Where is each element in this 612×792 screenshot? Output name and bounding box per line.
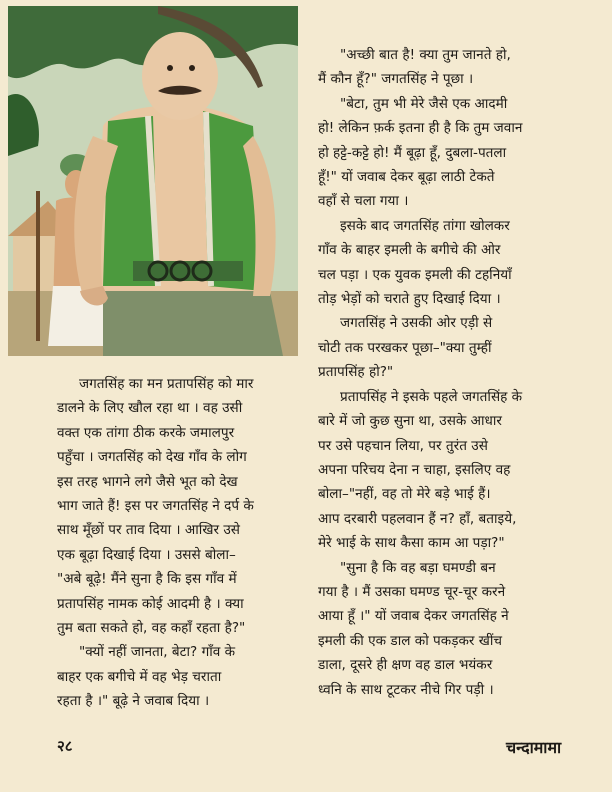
left-text-column [57,372,305,714]
text-line: साथ मूँछों पर ताव दिया । आखिर उसे [57,522,240,539]
text-line: वक्त एक तांगा ठीक करके जमालपुर [57,424,235,441]
text-line: "बेटा, तुम भी मेरे जैसे एक आदमी [340,95,508,112]
text-line: मैं कौन हूँ?" जगतसिंह ने पूछा । [318,71,474,88]
text-line: पहुँचा । जगतसिंह को देख गाँव के लोग [57,449,247,466]
text-line: "अबे बूढ़े! मैंने सुना है कि इस गाँव में [57,571,237,588]
text-line: मेरे भाई के साथ कैसा काम आ पड़ा?" [318,535,505,552]
magazine-title: चन्दामामा [506,738,562,757]
text-line: एक बूढ़ा दिखाई दिया । उससे बोला– [57,546,236,563]
text-line: हो हट्टे-कट्टे हो! मैं बूढ़ा हूँ, दुबला-पतला [318,144,507,161]
text-line: गया है । मैं उसका घमण्ड चूर-चूर करने [318,583,506,600]
text-line: प्रतापसिंह नामक कोई आदमी है । क्या [57,595,244,612]
page-number: २८ [57,737,73,755]
text-line: वहाँ से चला गया । [318,193,409,210]
text-line: जगतसिंह ने उसकी ओर एड़ी से [340,315,493,332]
text-line: जगतसिंह का मन प्रतापसिंह को मार [79,376,254,392]
text-line: इसके बाद जगतसिंह तांगा खोलकर [340,217,510,234]
wrestler-illustration [8,6,298,356]
text-line: आप दरबारी पहलवान हैं न? हाँ, बताइये, [318,510,517,527]
text-line: "क्यों नहीं जानता, बेटा? गाँव के [79,644,236,661]
text-line: हूँ!" यों जवाब देकर बूढ़ा लाठी टेकते [318,169,495,186]
text-line: हो! लेकिन फ़र्क इतना ही है कि तुम जवान [318,120,523,137]
text-line: बाहर एक बगीचे में वह भेड़ चराता [57,668,222,685]
text-line: ध्वनि के साथ टूटकर नीचे गिर पड़ी । [318,681,494,698]
text-line: बोला–"नहीं, वह तो मेरे बड़े भाई हैं। [318,486,491,503]
text-line: भाग जाते हैं! इस पर जगतसिंह ने दर्प के [57,498,254,515]
text-line: चोटी तक परखकर पूछा–"क्या तुम्हीं [318,339,492,356]
text-line: प्रतापसिंह हो?" [318,364,394,381]
text-line: बारे में जो कुछ सुना था, उसके आधार [318,413,502,430]
right-text-column [318,43,590,702]
text-line: डाला, दूसरे ही क्षण वह डाल भयंकर [318,657,493,674]
text-line: तुम बता सकते हो, वह कहाँ रहता है?" [57,620,246,637]
text-line: आया हूँ ।" यों जवाब देकर जगतसिंह ने [318,608,509,625]
text-line: गाँव के बाहर इमली के बगीचे की ओर [318,242,501,259]
text-line: तोड़ भेड़ों को चराते हुए दिखाई दिया । [318,291,501,308]
text-line: पर उसे पहचान लिया, पर तुरंत उसे [318,437,488,454]
text-line: "अच्छी बात है! क्या तुम जानते हो, [340,47,511,63]
text-line: इस तरह भागने लगे जैसे भूत को देख [57,473,238,490]
text-line: अपना परिचय देना न चाहा, इसलिए वह [318,461,511,478]
text-line: प्रतापसिंह ने इसके पहले जगतसिंह के [340,388,523,405]
text-line: डालने के लिए खौल रहा था । वह उसी [57,400,243,417]
story-illustration [8,6,298,356]
text-line: चल पड़ा । एक युवक इमली की टहनियाँ [318,266,512,283]
text-line: "सुना है कि वह बड़ा घमण्डी बन [340,559,496,576]
text-line: इमली की एक डाल को पकड़कर खींच [318,632,503,649]
text-line: रहता है ।" बूढ़े ने जवाब दिया । [57,693,210,710]
